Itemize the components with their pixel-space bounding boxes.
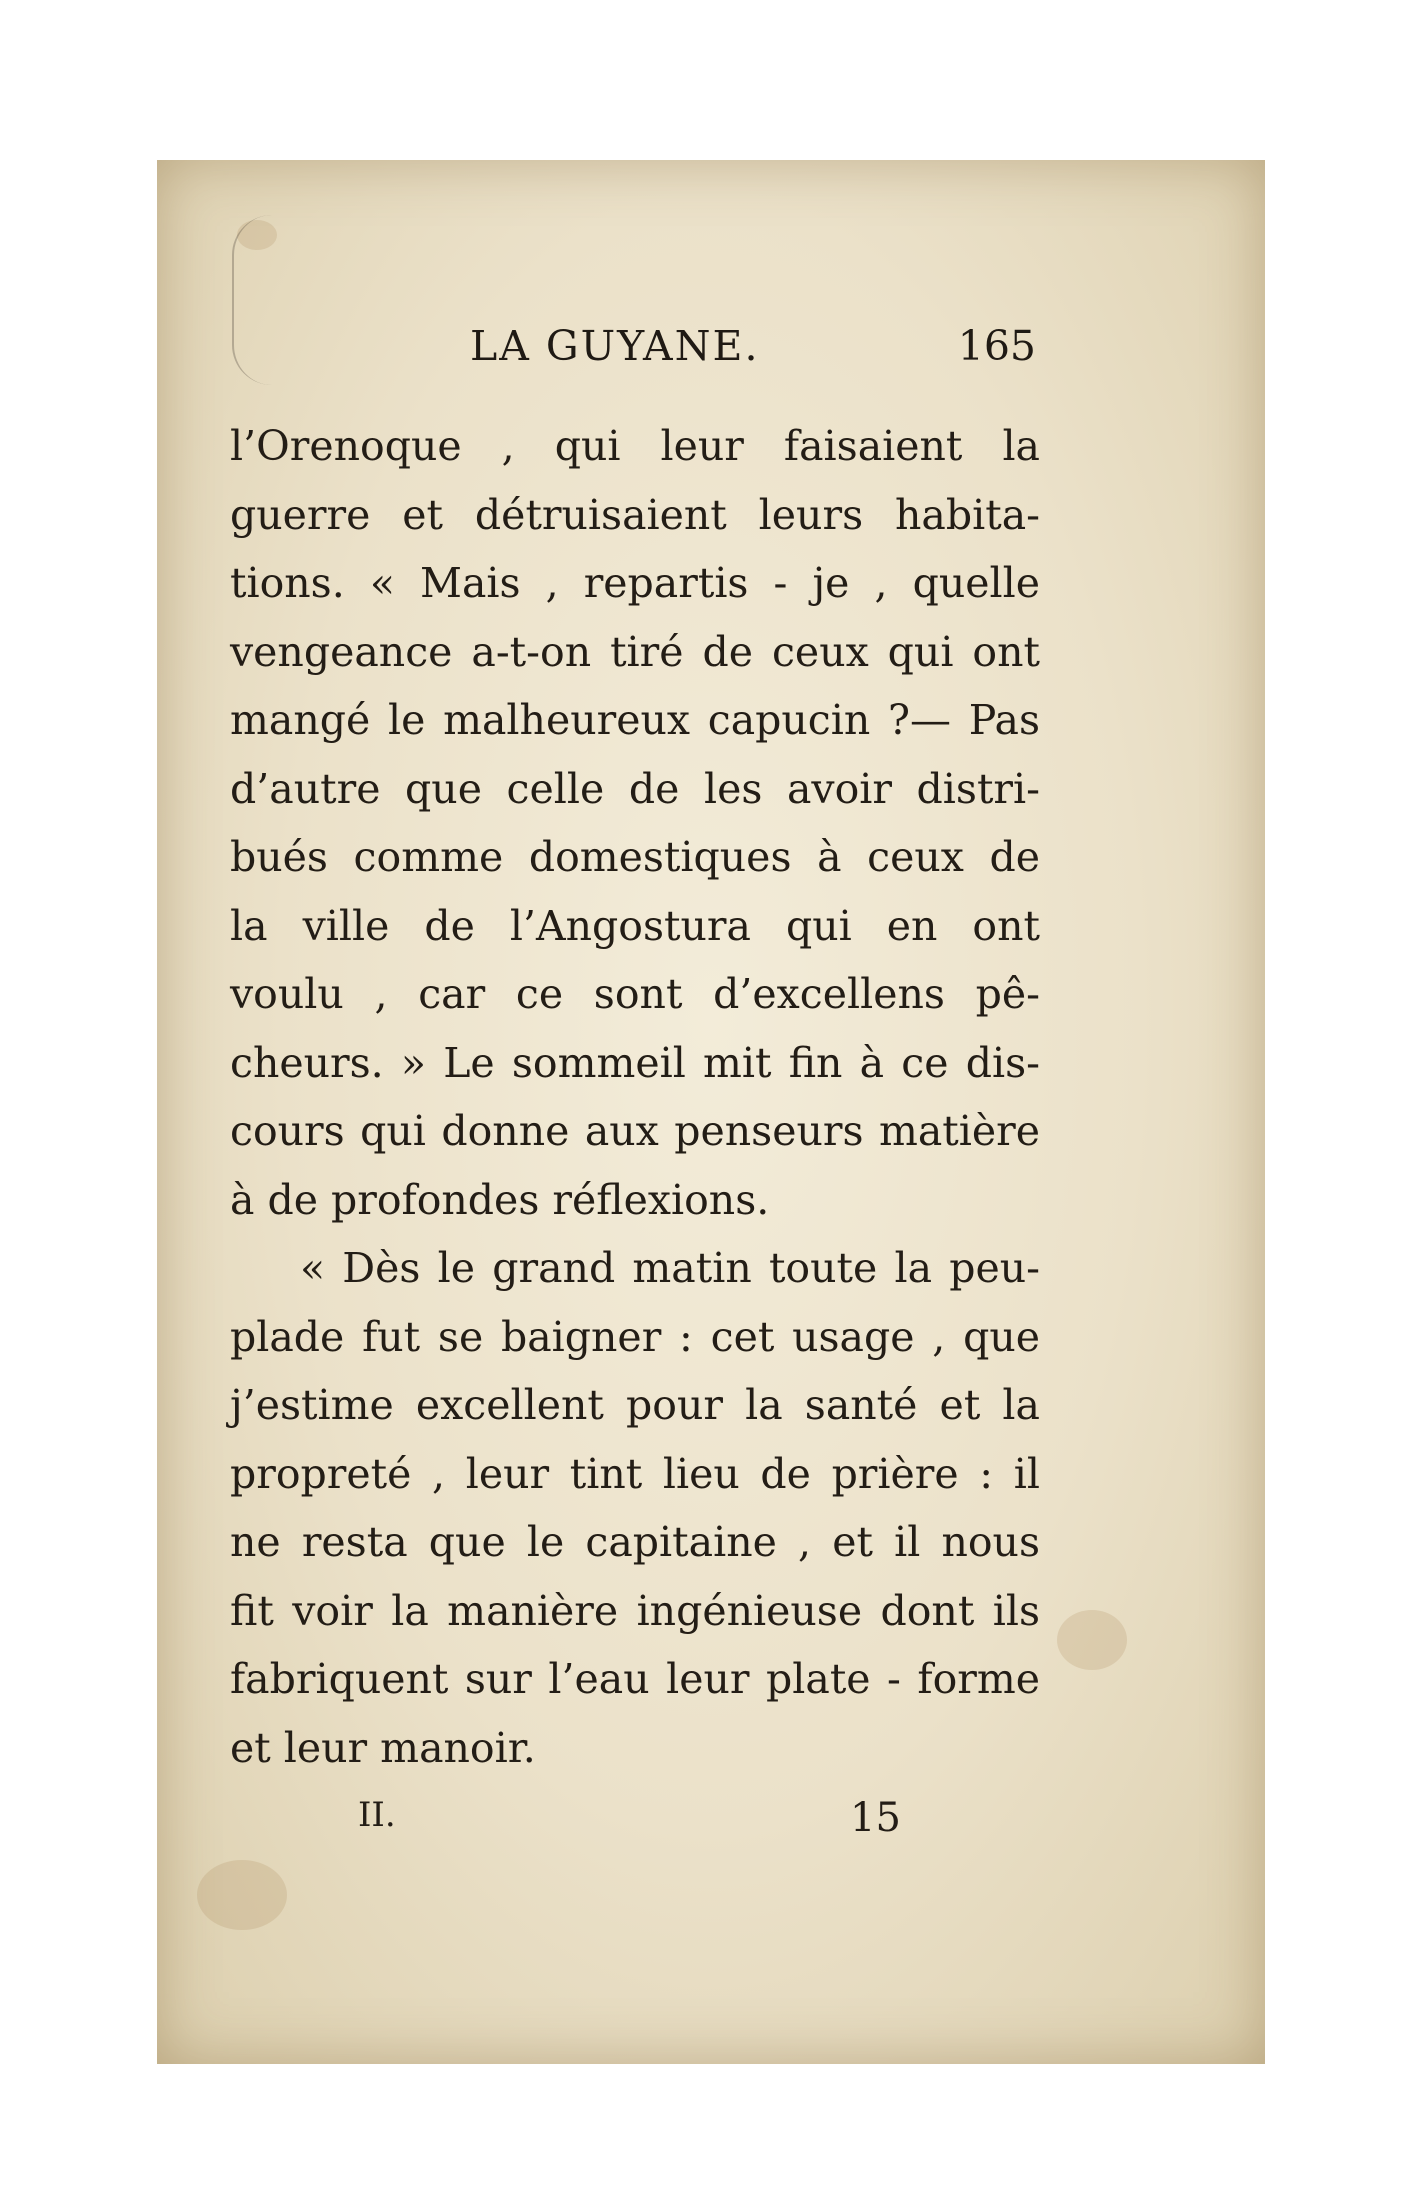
text-line: la ville de l’Angostura qui en ont [230,901,1040,950]
text-line: fit voir la manière ingénieuse dont ils [230,1586,1040,1635]
text-line: d’autre que celle de les avoir distri- [230,764,1040,813]
text-line: tions. « Mais , repartis - je , quelle [230,559,1040,607]
page-footer [230,1795,1040,1855]
text-line: j’estime excellent pour la santé et la [230,1381,1040,1429]
page-header [230,322,1040,392]
running-title: LA GUYANE. [470,322,760,370]
paper-stain [1057,1610,1127,1670]
text-line: plade fut se baigner : cet usage , que [230,1312,1040,1361]
paragraph-end-line: à de profondes réflexions. [230,1175,770,1224]
signature-mark: 15 [850,1795,901,1841]
text-line: fabriquent sur l’eau leur plate - forme [230,1655,1040,1703]
text-line: mangé le malheureux capucin ?— Pas [230,696,1040,744]
volume-mark: II. [358,1795,396,1835]
text-line: ne resta que le capitaine , et il nous [230,1518,1040,1566]
text-line: voulu , car ce sont d’excellens pê- [230,970,1040,1018]
text-line: cours qui donne aux penseurs matière [230,1107,1040,1155]
text-line: l’Orenoque , qui leur faisaient la [230,422,1040,470]
paragraph-end-line: et leur manoir. [230,1723,536,1772]
paper-stain [197,1860,287,1930]
paragraph-start-line: « Dès le grand matin toute la peu- [300,1244,1040,1292]
body-text [230,412,1040,1782]
text-line: bués comme domestiques à ceux de [230,833,1040,881]
text-line: guerre et détruisaient leurs habita- [230,490,1040,539]
text-line: vengeance a-t-on tiré de ceux qui ont [230,627,1040,676]
text-line: cheurs. » Le sommeil mit fin à ce dis- [230,1038,1040,1087]
text-line: propreté , leur tint lieu de prière : il [230,1449,1040,1498]
page-number: 165 [957,322,1036,370]
